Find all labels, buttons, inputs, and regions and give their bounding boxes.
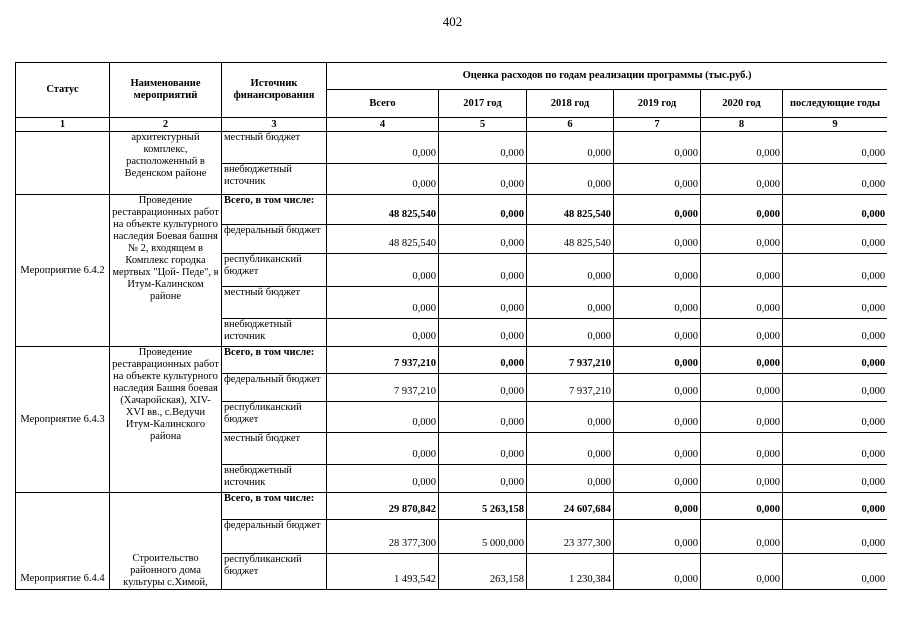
table-row [16,132,888,164]
funding-source-cell: Всего, в том числе: [222,195,327,225]
header-estimate: Оценка расходов по годам реализации программы (тыс.руб.) [327,63,888,90]
funding-source-cell: республиканский бюджет [222,402,327,433]
value-cell: 0,000 [701,493,783,520]
value-cell: 0,000 [783,132,888,164]
value-cell: 0,000 [439,254,527,287]
value-cell: 0,000 [327,254,439,287]
value-cell: 0,000 [614,225,701,254]
funding-source-cell: Всего, в том числе: [222,493,327,520]
value-cell: 1 230,384 [527,554,614,590]
header-year-later: последующие годы [783,90,888,118]
value-cell: 0,000 [701,287,783,319]
value-cell: 1 493,542 [327,554,439,590]
value-cell: 0,000 [527,164,614,195]
status-cell: Мероприятие 6.4.3 [16,347,110,493]
value-cell: 0,000 [439,195,527,225]
funding-source-cell: федеральный бюджет [222,374,327,402]
value-cell: 0,000 [783,554,888,590]
activity-name-cell: Проведение реставрационных работ на объекте культурного наследия Боевая башня № 2, входящем в Комплекс городка мертвых "Цой- Педе", в Итум-Калинском районе [110,195,222,347]
value-cell: 0,000 [614,402,701,433]
funding-source-cell: республиканский бюджет [222,254,327,287]
value-cell: 29 870,842 [327,493,439,520]
value-cell: 5 263,158 [439,493,527,520]
funding-source-cell: республиканский бюджет [222,554,327,590]
funding-source-cell: внебюджетный источник [222,465,327,493]
budget-table-wrapper [15,62,887,606]
value-cell: 0,000 [614,195,701,225]
value-cell: 0,000 [614,554,701,590]
value-cell: 0,000 [614,493,701,520]
status-cell: Мероприятие 6.4.2 [16,195,110,347]
value-cell: 0,000 [783,287,888,319]
activity-name-cell: архитектурный комплекс, расположенный в Веденском районе [110,132,222,195]
value-cell: 0,000 [783,374,888,402]
budget-table [15,62,887,590]
value-cell: 0,000 [439,347,527,374]
value-cell: 23 377,300 [527,520,614,554]
value-cell: 48 825,540 [527,225,614,254]
header-year-2017: 2017 год [439,90,527,118]
value-cell: 0,000 [439,433,527,465]
value-cell: 0,000 [439,287,527,319]
value-cell: 0,000 [439,225,527,254]
value-cell: 0,000 [614,347,701,374]
col-number: 3 [222,118,327,132]
value-cell: 0,000 [614,164,701,195]
value-cell: 48 825,540 [327,225,439,254]
table-row [16,493,888,520]
header-status: Статус [16,63,110,118]
value-cell: 0,000 [614,374,701,402]
value-cell: 0,000 [783,254,888,287]
value-cell: 0,000 [439,132,527,164]
value-cell: 0,000 [327,132,439,164]
value-cell: 0,000 [527,254,614,287]
col-number: 2 [110,118,222,132]
value-cell: 0,000 [701,132,783,164]
value-cell: 24 607,684 [527,493,614,520]
value-cell: 0,000 [783,164,888,195]
value-cell: 0,000 [327,433,439,465]
funding-source-cell: местный бюджет [222,433,327,465]
value-cell: 5 000,000 [439,520,527,554]
funding-source-cell: федеральный бюджет [222,520,327,554]
value-cell: 0,000 [527,402,614,433]
header-year-2019: 2019 год [614,90,701,118]
table-row [16,347,888,374]
funding-source-cell: Всего, в том числе: [222,347,327,374]
value-cell: 0,000 [783,347,888,374]
value-cell: 263,158 [439,554,527,590]
value-cell: 0,000 [701,433,783,465]
value-cell: 0,000 [614,254,701,287]
col-number: 1 [16,118,110,132]
value-cell: 0,000 [327,164,439,195]
column-number-row [16,118,888,132]
value-cell: 0,000 [439,164,527,195]
value-cell: 0,000 [527,319,614,347]
value-cell: 0,000 [327,465,439,493]
value-cell: 0,000 [614,520,701,554]
table-row [16,195,888,225]
header-year-2020: 2020 год [701,90,783,118]
value-cell: 0,000 [527,287,614,319]
value-cell: 0,000 [701,465,783,493]
value-cell: 0,000 [614,319,701,347]
activity-name-cell: Строительство районного дома культуры с.Химой, [110,493,222,590]
value-cell: 0,000 [701,319,783,347]
value-cell: 0,000 [527,465,614,493]
value-cell: 0,000 [439,465,527,493]
value-cell: 0,000 [783,225,888,254]
header-year-total: Всего [327,90,439,118]
value-cell: 28 377,300 [327,520,439,554]
value-cell: 0,000 [783,520,888,554]
status-cell: Мероприятие 6.4.4 [16,493,110,590]
status-cell [16,132,110,195]
value-cell: 0,000 [327,402,439,433]
value-cell: 0,000 [527,433,614,465]
header-year-2018: 2018 год [527,90,614,118]
value-cell: 0,000 [327,287,439,319]
value-cell: 0,000 [439,402,527,433]
value-cell: 0,000 [783,319,888,347]
value-cell: 0,000 [701,225,783,254]
header-name: Наименование мероприятий [110,63,222,118]
value-cell: 0,000 [614,465,701,493]
value-cell: 0,000 [527,132,614,164]
value-cell: 0,000 [783,195,888,225]
table-body [16,132,888,590]
value-cell: 7 937,210 [327,347,439,374]
value-cell: 48 825,540 [527,195,614,225]
value-cell: 0,000 [327,319,439,347]
funding-source-cell: федеральный бюджет [222,225,327,254]
value-cell: 0,000 [439,374,527,402]
value-cell: 0,000 [701,164,783,195]
page-number: 402 [442,14,463,29]
value-cell: 0,000 [701,554,783,590]
value-cell: 0,000 [783,402,888,433]
value-cell: 0,000 [701,374,783,402]
value-cell: 48 825,540 [327,195,439,225]
col-number: 8 [701,118,783,132]
funding-source-cell: местный бюджет [222,132,327,164]
funding-source-cell: внебюджетный источник [222,319,327,347]
value-cell: 0,000 [614,132,701,164]
value-cell: 0,000 [701,402,783,433]
value-cell: 0,000 [614,287,701,319]
col-number: 6 [527,118,614,132]
value-cell: 0,000 [783,433,888,465]
value-cell: 0,000 [614,433,701,465]
funding-source-cell: внебюджетный источник [222,164,327,195]
value-cell: 0,000 [701,195,783,225]
value-cell: 0,000 [701,520,783,554]
col-number: 9 [783,118,888,132]
col-number: 7 [614,118,701,132]
value-cell: 7 937,210 [527,347,614,374]
col-number: 4 [327,118,439,132]
value-cell: 7 937,210 [527,374,614,402]
value-cell: 0,000 [701,347,783,374]
activity-name-cell: Проведение реставрационных работ на объекте культурного наследия Башня боевая (Хачаройская), XIV-XVI вв., с.Ведучи Итум-Калинского района [110,347,222,493]
col-number: 5 [439,118,527,132]
value-cell: 0,000 [783,465,888,493]
value-cell: 0,000 [439,319,527,347]
value-cell: 7 937,210 [327,374,439,402]
funding-source-cell: местный бюджет [222,287,327,319]
header-source: Источник финансирования [222,63,327,118]
value-cell: 0,000 [701,254,783,287]
value-cell: 0,000 [783,493,888,520]
